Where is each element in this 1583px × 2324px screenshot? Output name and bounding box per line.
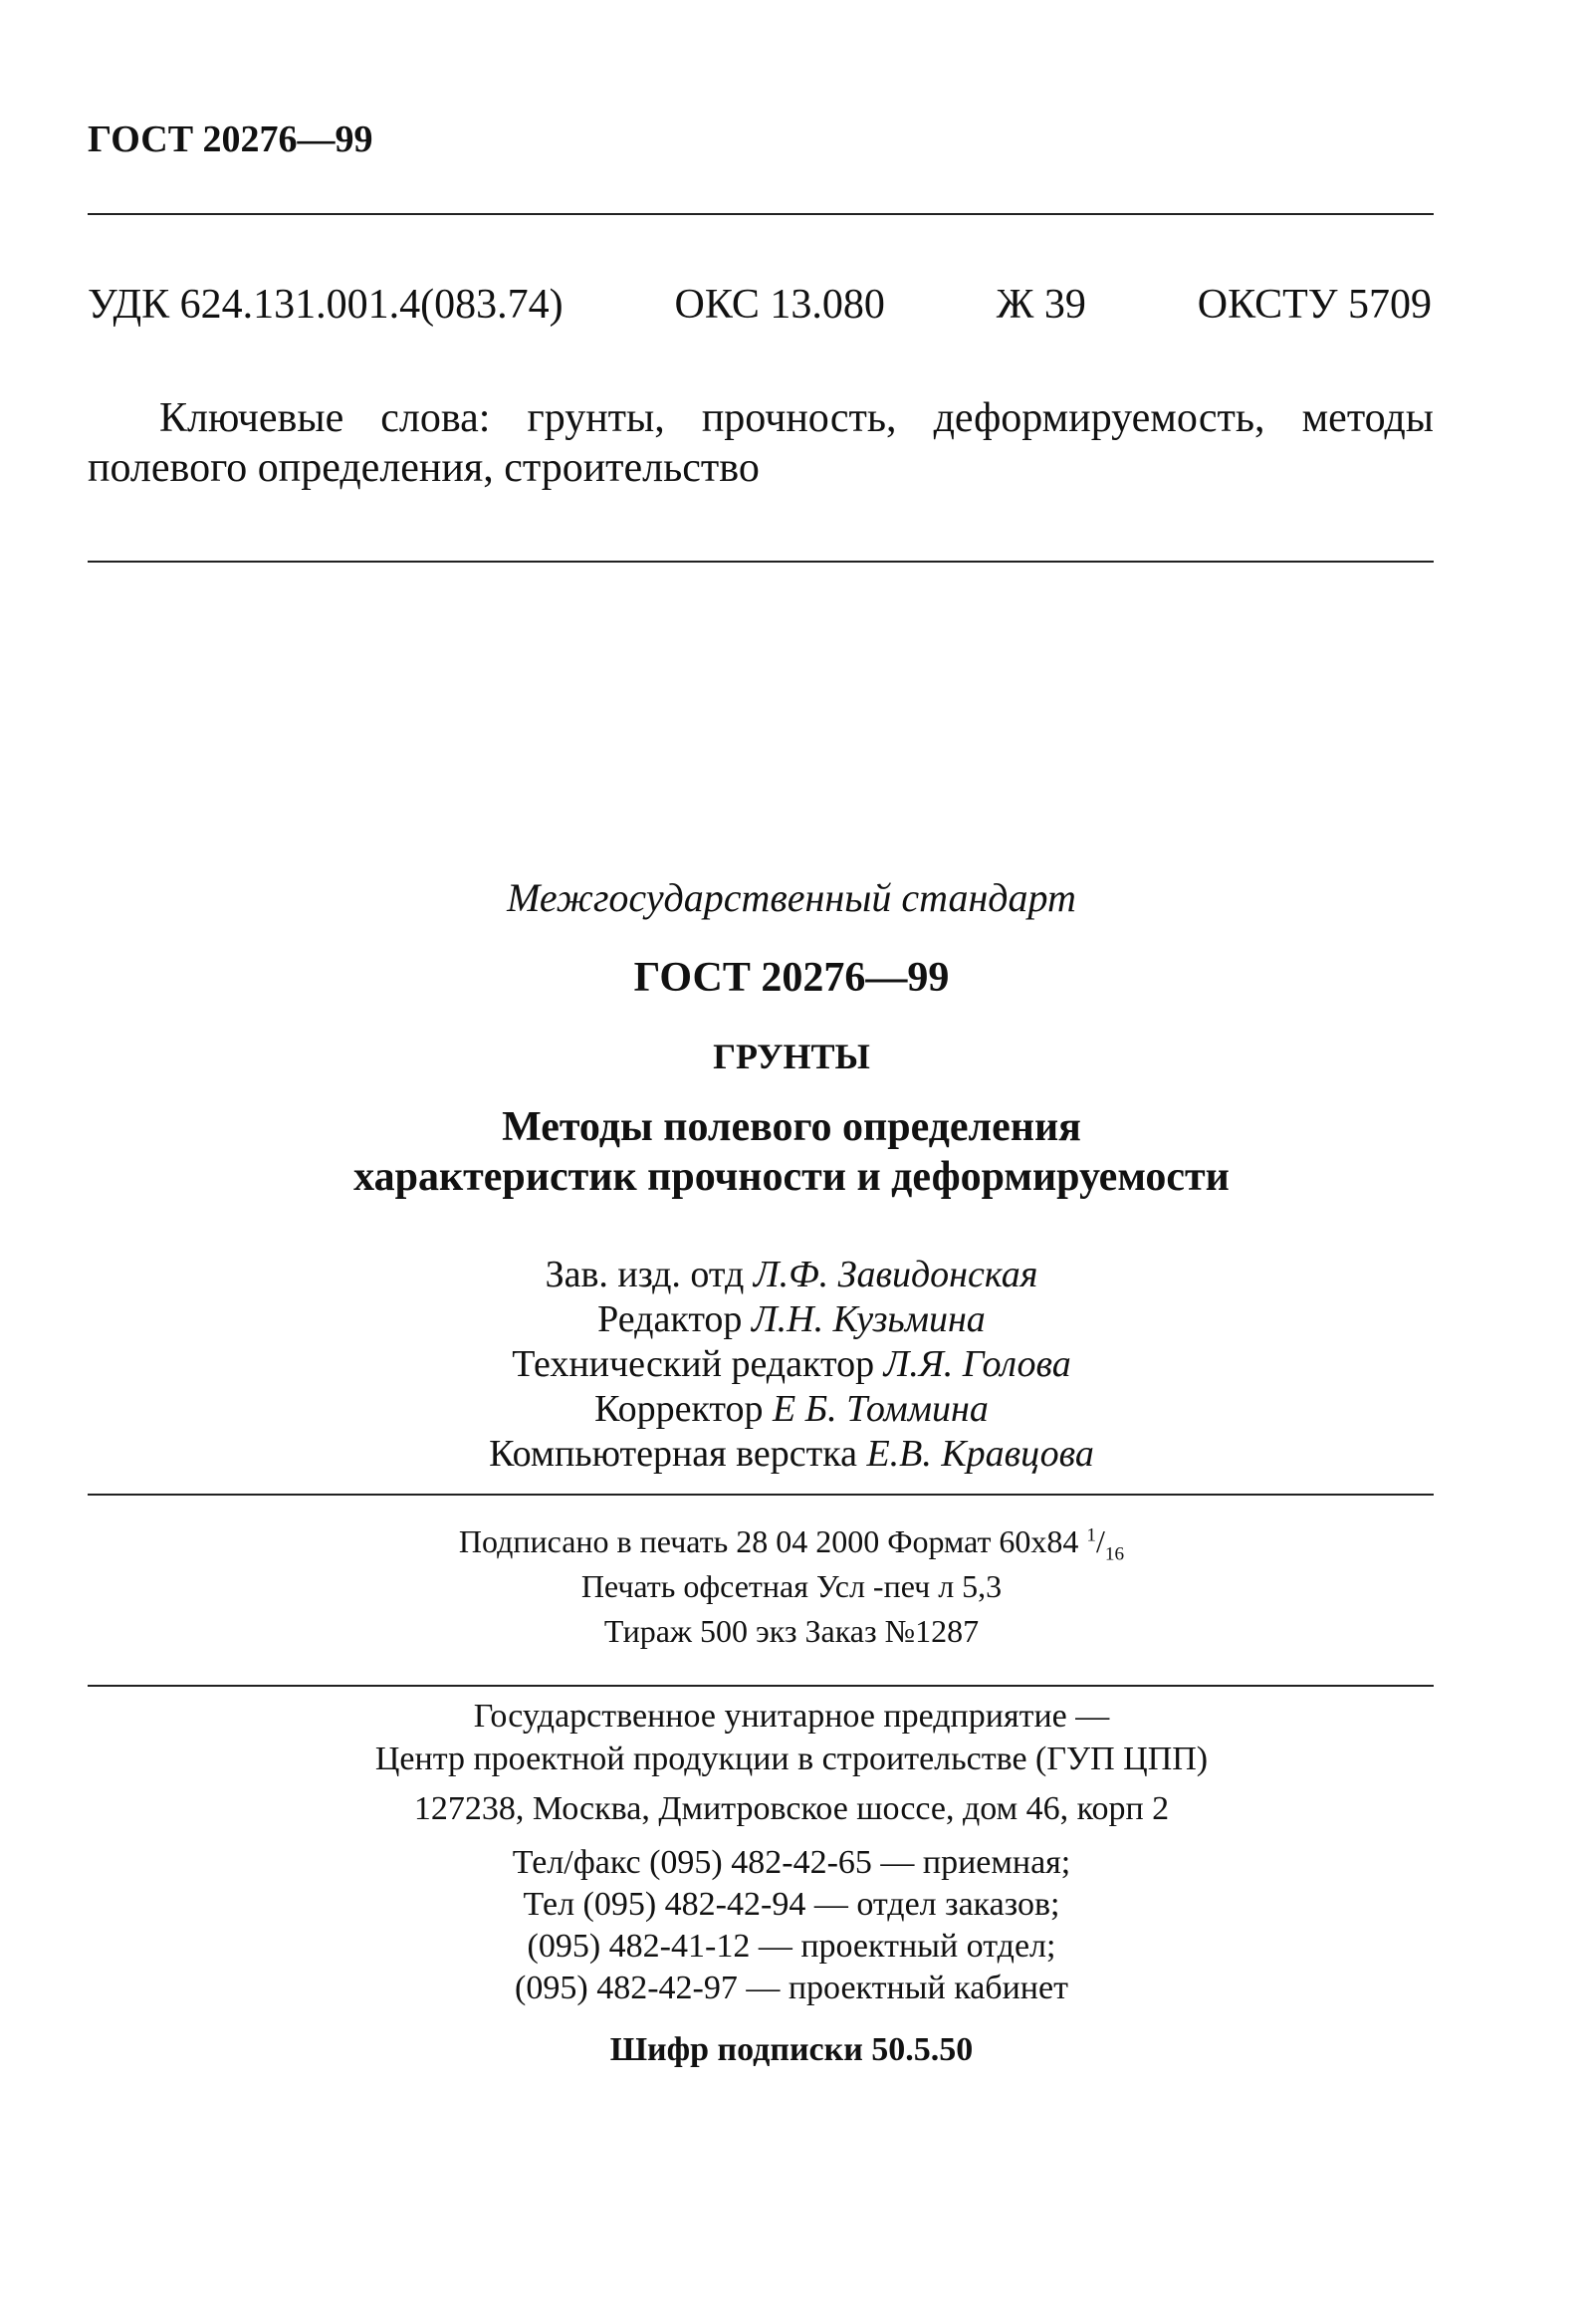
credit-name: Е Б. Томмина xyxy=(773,1388,989,1430)
okstu-code: ОКСТУ 5709 xyxy=(1197,282,1432,328)
oks-code: ОКС 13.080 xyxy=(674,282,885,328)
udk-code: УДК 624.131.001.4(083.74) xyxy=(88,282,564,328)
divider-imprint xyxy=(88,1685,1434,1687)
format-denominator: 16 xyxy=(1104,1543,1125,1565)
standard-type: Межгосударственный стандарт xyxy=(507,875,1076,920)
classification-line xyxy=(88,281,1432,329)
credit-role: Зав. изд. отд xyxy=(545,1254,745,1295)
credit-name: Л.Ф. Завидонская xyxy=(753,1254,1038,1295)
publisher-phone: Тел/факс (095) 482-42-65 — приемная; xyxy=(512,1844,1071,1881)
credit-name: Л.Я. Голова xyxy=(883,1343,1071,1385)
credit-line xyxy=(0,1387,1583,1431)
imprint-line3: Тираж 500 экз Заказ №1287 xyxy=(603,1613,980,1649)
publisher-phone: Тел (095) 482-42-94 — отдел заказов; xyxy=(523,1886,1060,1923)
credit-role: Технический редактор xyxy=(512,1343,875,1385)
divider-keywords xyxy=(88,561,1434,563)
credit-name: Л.Н. Кузьмина xyxy=(751,1298,986,1340)
zh-code: Ж 39 xyxy=(996,282,1086,328)
imprint-sign-format: Подписано в печать 28 04 2000 Формат 60x84 xyxy=(458,1523,1079,1559)
subscription-code: Шифр подписки 50.5.50 xyxy=(609,2031,974,2068)
credit-role: Корректор xyxy=(594,1388,764,1430)
publisher-phone: (095) 482-42-97 — проектный кабинет xyxy=(515,1970,1068,2006)
credit-role: Компьютерная верстка xyxy=(489,1433,857,1475)
credit-name: Е.В. Кравцова xyxy=(866,1433,1094,1475)
credit-role: Редактор xyxy=(597,1298,743,1340)
standard-code: ГОСТ 20276—99 xyxy=(633,955,950,1001)
credit-line xyxy=(0,1432,1583,1476)
publisher-phone: (095) 482-41-12 — проектный отдел; xyxy=(527,1928,1056,1965)
standard-subject: ГРУНТЫ xyxy=(713,1037,870,1076)
standard-title-line1: Методы полевого определения xyxy=(502,1104,1081,1150)
imprint-line1: Подписано в печать 28 04 2000 Формат 60x84 $^1/_{16}$ xyxy=(458,1523,1125,1565)
publisher-address: 127238, Москва, Дмитровское шоссе, дом 46, корп 2 xyxy=(413,1790,1170,1827)
imprint-line2: Печать офсетная Усл -печ л 5,3 xyxy=(580,1568,1003,1604)
keywords: Ключевые слова: грунты, прочность, деформируемость, методы полевого определения, строительство xyxy=(88,395,1434,491)
publisher-line2: Центр проектной продукции в строительстве (ГУП ЦПП) xyxy=(374,1741,1209,1777)
credit-line xyxy=(0,1342,1583,1386)
divider-top xyxy=(88,213,1434,215)
credit-line xyxy=(0,1297,1583,1341)
header-code: ГОСТ 20276—99 xyxy=(88,118,373,160)
format-numerator: 1 xyxy=(1086,1524,1097,1546)
divider-credits xyxy=(88,1494,1434,1496)
publisher-line1: Государственное унитарное предприятие — xyxy=(473,1698,1110,1735)
credit-line xyxy=(0,1253,1583,1296)
standard-title-line2: характеристик прочности и деформируемости xyxy=(353,1154,1230,1200)
